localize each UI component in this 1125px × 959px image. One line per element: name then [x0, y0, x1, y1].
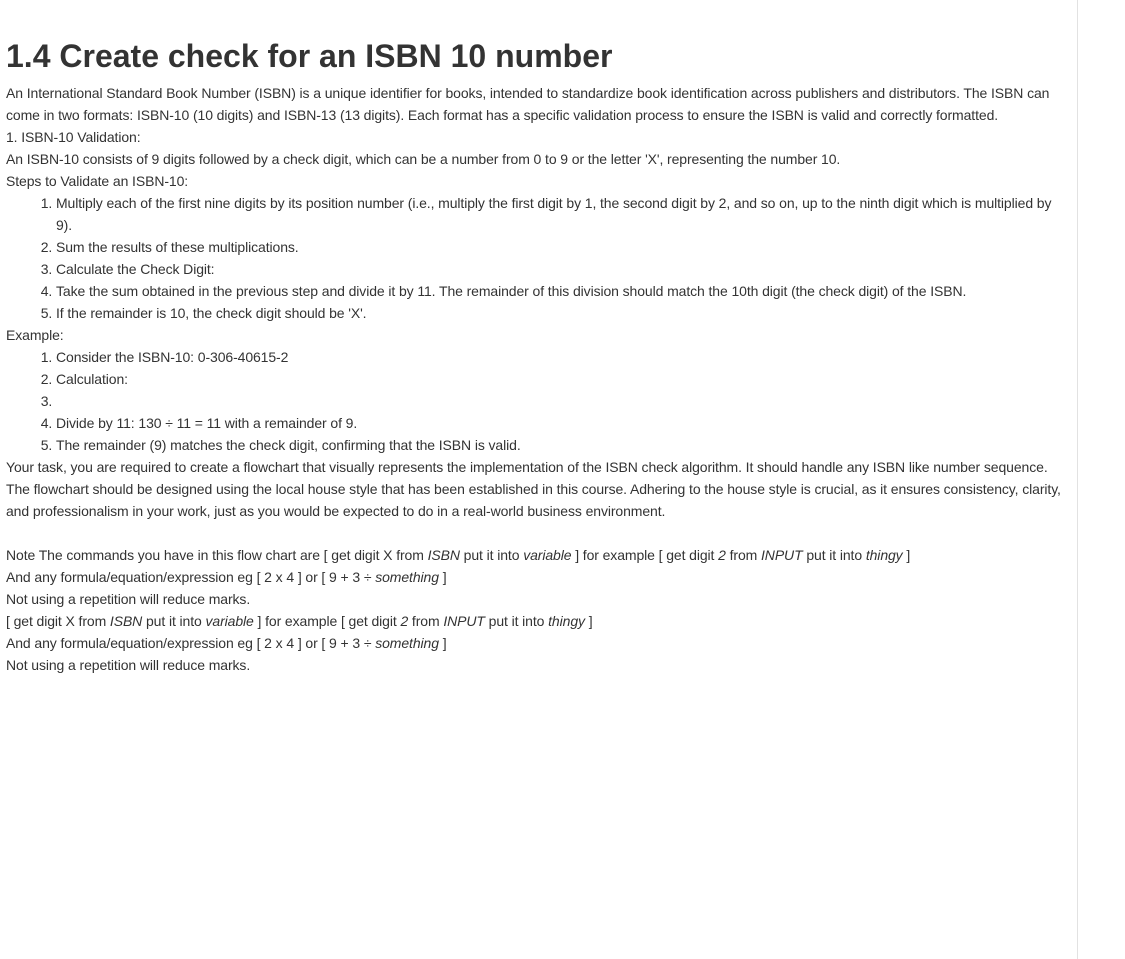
list-item: 1. Multiply each of the first nine digits by its position number (i.e., multiply the first digit by 1, the second digit by 2, and so on, up to the ninth digit which is multiplied by 9). — [56, 192, 1066, 236]
command-text: put it into — [142, 613, 206, 629]
note-input: INPUT — [761, 547, 803, 563]
formula-text: ] — [438, 635, 447, 651]
article-content — [6, 34, 1066, 676]
list-item: 3. Calculate the Check Digit: — [56, 258, 1066, 280]
command-isbn: ISBN — [109, 613, 143, 629]
section-heading: 1. ISBN-10 Validation: — [6, 129, 141, 145]
command-digit: 2 — [400, 613, 409, 629]
section-description: An ISBN-10 consists of 9 digits followed by a check digit, which can be a number from 0 to 9 or the letter 'X', representing the number 10. — [6, 151, 841, 167]
formula-something: something — [375, 635, 439, 651]
note-text: ] for example [ get digit — [571, 547, 719, 563]
formula-text: And any formula/equation/expression eg [ 2 x 4 ] or [ 9 + 3 ÷ — [6, 569, 376, 585]
steps-heading: Steps to Validate an ISBN-10: — [6, 173, 189, 189]
page-title: 1.4 Create check for an ISBN 10 number — [6, 38, 613, 74]
steps-list — [6, 192, 1066, 324]
intro-paragraph: An International Standard Book Number (ISBN) is a unique identifier for books, intended to standardize book identification across publishers and distributors. The ISBN can come in two formats: ISBN-10 (10 digits) and ISBN-13 (13 digits). Each format has a specific validation process to ensure the ISBN is valid and correctly formatted. — [6, 85, 1050, 123]
note-text: from — [725, 547, 762, 563]
formula-paragraph — [6, 566, 1066, 588]
list-item: 5. The remainder (9) matches the check digit, confirming that the ISBN is valid. — [56, 434, 1066, 456]
command-text: ] — [584, 613, 593, 629]
note-paragraph — [6, 544, 1066, 566]
example-list — [6, 346, 1066, 456]
list-item: 2. Sum the results of these multiplications. — [56, 236, 1066, 258]
list-item: 2. Calculation: — [56, 368, 1066, 390]
task-paragraph: Your task, you are required to create a flowchart that visually represents the implementation of the ISBN check algorithm. It should handle any ISBN like number sequence. The flowchart should be designed using the local house style that has been established in this course. Adhering to the house style is crucial, as it ensures consistency, clarity, and professionalism in your work, just as you would be expected to do in a real-world business environment. — [6, 459, 1061, 519]
note-variable: variable — [523, 547, 572, 563]
formula-something: something — [375, 569, 439, 585]
formula-text: And any formula/equation/expression eg [ 2 x 4 ] or [ 9 + 3 ÷ — [6, 635, 376, 651]
formula-paragraph-2 — [6, 632, 1066, 654]
repetition-paragraph: Not using a repetition will reduce marks. — [6, 591, 251, 607]
spacer — [6, 522, 1066, 544]
command-variable: variable — [205, 613, 254, 629]
command-text: ] for example [ get digit — [253, 613, 401, 629]
command-text: from — [408, 613, 444, 629]
note-thingy: thingy — [865, 547, 903, 563]
list-item: 4. Take the sum obtained in the previous step and divide it by 11. The remainder of this division should match the 10th digit (the check digit) of the ISBN. — [56, 280, 1066, 302]
list-item: 5. If the remainder is 10, the check digit should be 'X'. — [56, 302, 1066, 324]
repetition-paragraph-2: Not using a repetition will reduce marks. — [6, 657, 251, 673]
note-text: Note The commands you have in this flow chart are [ get digit X from — [6, 547, 428, 563]
list-item: 4. Divide by 11: 130 ÷ 11 = 11 with a remainder of 9. — [56, 412, 1066, 434]
right-divider — [1077, 0, 1078, 959]
list-item — [56, 390, 1066, 412]
note-text: put it into — [459, 547, 524, 563]
command-thingy: thingy — [548, 613, 585, 629]
command-text: put it into — [484, 613, 549, 629]
formula-text: ] — [438, 569, 447, 585]
note-digit: 2 — [718, 547, 726, 563]
note-text: put it into — [802, 547, 866, 563]
note-text: ] — [902, 547, 911, 563]
command-input: INPUT — [443, 613, 485, 629]
command-text: [ get digit X from — [6, 613, 110, 629]
command-paragraph — [6, 610, 1066, 632]
list-item: 1. Consider the ISBN-10: 0-306-40615-2 — [56, 346, 1066, 368]
example-heading: Example: — [6, 327, 64, 343]
note-isbn: ISBN — [427, 547, 460, 563]
